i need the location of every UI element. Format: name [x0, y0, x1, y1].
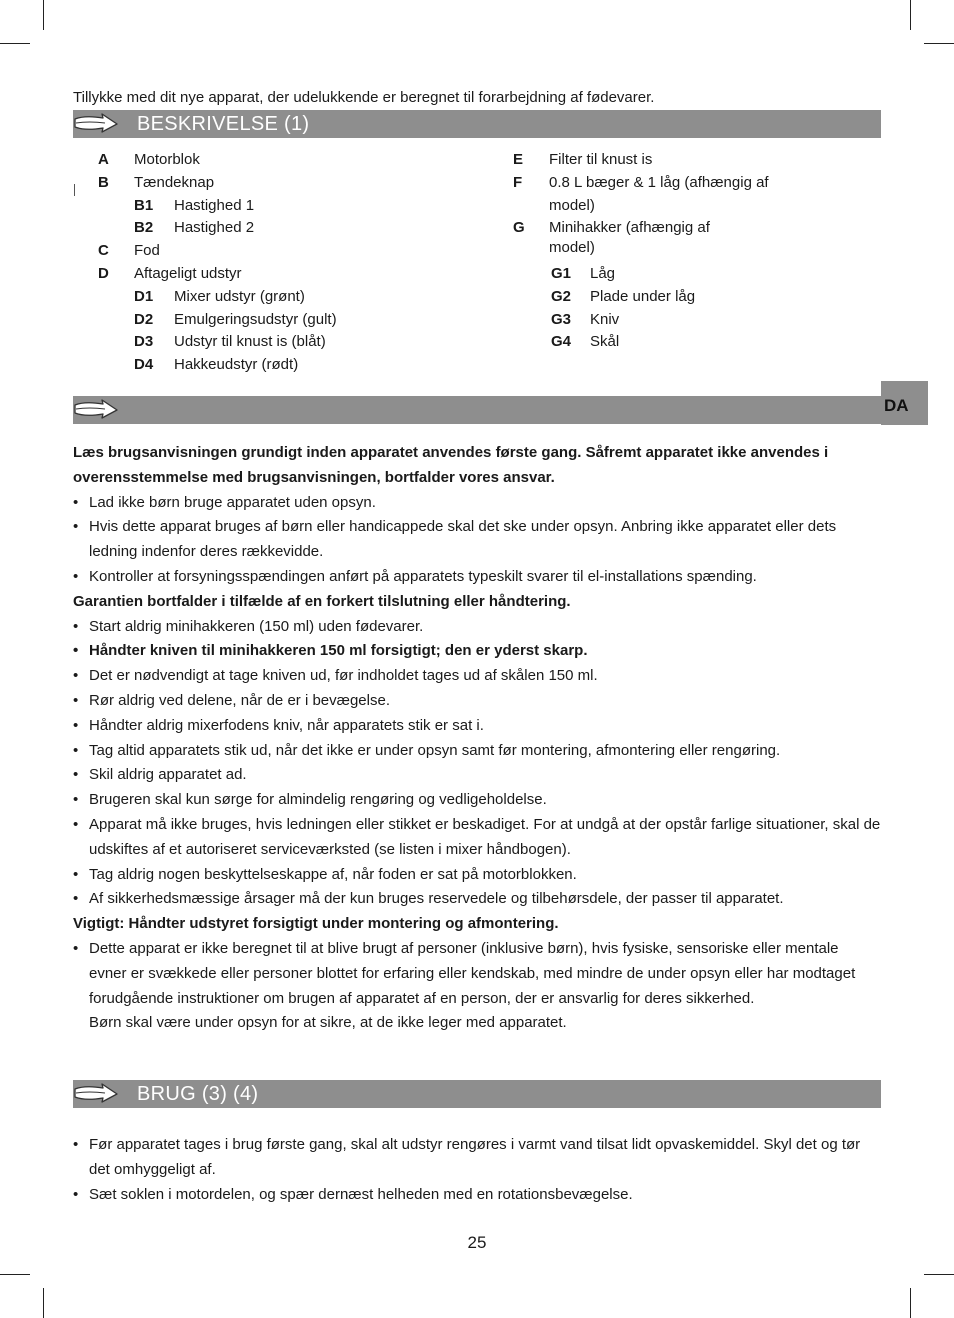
important-note: Vigtigt: Håndter udstyret forsigtigt under montering og afmontering. [73, 915, 559, 933]
right-arrow-icon [73, 1082, 119, 1106]
list-item: D3 Udstyr til knust is (blåt) [134, 333, 326, 351]
section-header-brug [73, 1080, 881, 1108]
bullet-item: • Hvis dette apparat bruges af børn eller handicappede skal det ske under opsyn. Anbring ikke apparatet eller dets ledning indenfor deres rækkevidde. [73, 515, 883, 565]
usage-section [73, 1133, 883, 1207]
list-item: B2 Hastighed 2 [134, 219, 255, 237]
list-item: G2 Plade under låg [551, 287, 696, 305]
safety-section [73, 441, 883, 1036]
list-item: G1 Låg [551, 264, 616, 282]
bullet-item: • Rør aldrig ved delene, når de er i bevægelse. [73, 689, 883, 714]
bullet-item: • Apparat må ikke bruges, hvis ledningen eller stikket er beskadiget. For at undgå at der opstår farlige situationer, skal de udskiftes af et autoriseret serviceværksted (se listen i mixer håndbogen). [73, 813, 883, 863]
bullet-item: • Kontroller at forsyningsspændingen anført på apparatets typeskilt svarer til el-installations spænding. [73, 565, 883, 590]
bullet-item: • Brugeren skal kun sørge for almindelig rengøring og vedligeholdelse. [73, 788, 883, 813]
language-tab [881, 381, 928, 425]
language-label: DA [884, 396, 909, 415]
bullet-item: • Sæt soklen i motordelen, og spær dernæst helheden med en rotationsbevægelse. [73, 1183, 883, 1208]
crop-mark [924, 1274, 954, 1275]
list-item: E Filter til knust is [513, 151, 653, 168]
safety-intro: Læs brugsanvisningen grundigt inden apparatet anvendes første gang. Såfremt apparatet ikke anvendes i overensstemmelse med brugsanvisningen, bortfalder vores ansvar. [73, 444, 829, 486]
list-item: G Minihakker (afhængig af model) [513, 219, 710, 257]
right-arrow-icon [73, 398, 119, 422]
crop-mark [924, 43, 954, 44]
description-right-column [513, 149, 813, 354]
intro-text: Tillykke med dit nye apparat, der udelukkende er beregnet til forarbejdning af fødevarer. [73, 89, 655, 106]
crop-mark [43, 0, 44, 30]
section-title: BESKRIVELSE (1) [137, 113, 310, 135]
crop-mark [910, 1288, 911, 1318]
crop-mark [910, 0, 911, 30]
bullet-item: • Tag aldrig nogen beskyttelseskappe af, når foden er sat på motorblokken. [73, 863, 883, 888]
bullet-item: • Dette apparat er ikke beregnet til at blive brugt af personer (inklusive børn), hvis fysiske, sensoriske eller mentale evner er svækkede eller personer blottet for erfaring eller kendskab, med mindre de under opsyn eller har modtaget forudgående instruktioner om brugen af apparatet af en person, der er ansvarlig for deres sikkerhed. [73, 937, 883, 1011]
list-item: F 0.8 L bæger & 1 låg (afhængig af model) [513, 173, 769, 214]
list-item: B Tændeknap [98, 173, 215, 191]
list-item: D4 Hakkeudstyr (rødt) [134, 356, 299, 374]
page-number: 25 [467, 1233, 487, 1252]
warranty-note: Garantien bortfalder i tilfælde af en forkert tilslutning eller håndtering. [73, 592, 571, 610]
list-item: D1 Mixer udstyr (grønt) [134, 287, 305, 305]
list-item: D Aftageligt udstyr [98, 264, 242, 282]
bullet-item: • Før apparatet tages i brug første gang, skal alt udstyr rengøres i varmt vand tilsat lidt opvaskemiddel. Skyl det og tør det omhyggeligt af. [73, 1133, 883, 1183]
list-item: B1 Hastighed 1 [134, 196, 255, 214]
section-header-beskrivelse [73, 110, 881, 138]
bullet-item: • Tag altid apparatets stik ud, når det ikke er under opsyn samt før montering, afmontering eller rengøring. [73, 739, 883, 764]
bullet-item: • Start aldrig minihakkeren (150 ml) uden fødevarer. [73, 615, 883, 640]
crop-mark [0, 1274, 30, 1275]
list-item: G3 Kniv [551, 310, 620, 328]
list-item: D2 Emulgeringsudstyr (gult) [134, 310, 337, 328]
right-arrow-icon [73, 112, 119, 136]
description-left-column [98, 149, 478, 377]
bullet-item: • Det er nødvendigt at tage kniven ud, før indholdet tages ud af skålen 150 ml. [73, 664, 883, 689]
list-item: A Motorblok [98, 151, 200, 168]
list-item: C Fod [98, 242, 160, 260]
section-title: BRUG (3) (4) [137, 1083, 259, 1105]
bullet-item: • Håndter kniven til minihakkeren 150 ml forsigtigt; den er yderst skarp. [73, 639, 883, 664]
crop-mark [0, 43, 30, 44]
bullet-item: • Lad ikke børn bruge apparatet uden opsyn. [73, 491, 883, 516]
list-item: G4 Skål [551, 333, 620, 351]
stray-mark [74, 184, 75, 196]
bullet-item: • Af sikkerhedsmæssige årsager må der kun bruges reservedele og tilbehørsdele, der passer til apparatet. [73, 887, 883, 912]
section-header-safety [73, 396, 881, 424]
crop-mark [43, 1288, 44, 1318]
bullet-item: • Håndter aldrig mixerfodens kniv, når apparatets stik er sat i. [73, 714, 883, 739]
children-note: Børn skal være under opsyn for at sikre, at de ikke leger med apparatet. [89, 1014, 567, 1032]
bullet-item: • Skil aldrig apparatet ad. [73, 763, 883, 788]
